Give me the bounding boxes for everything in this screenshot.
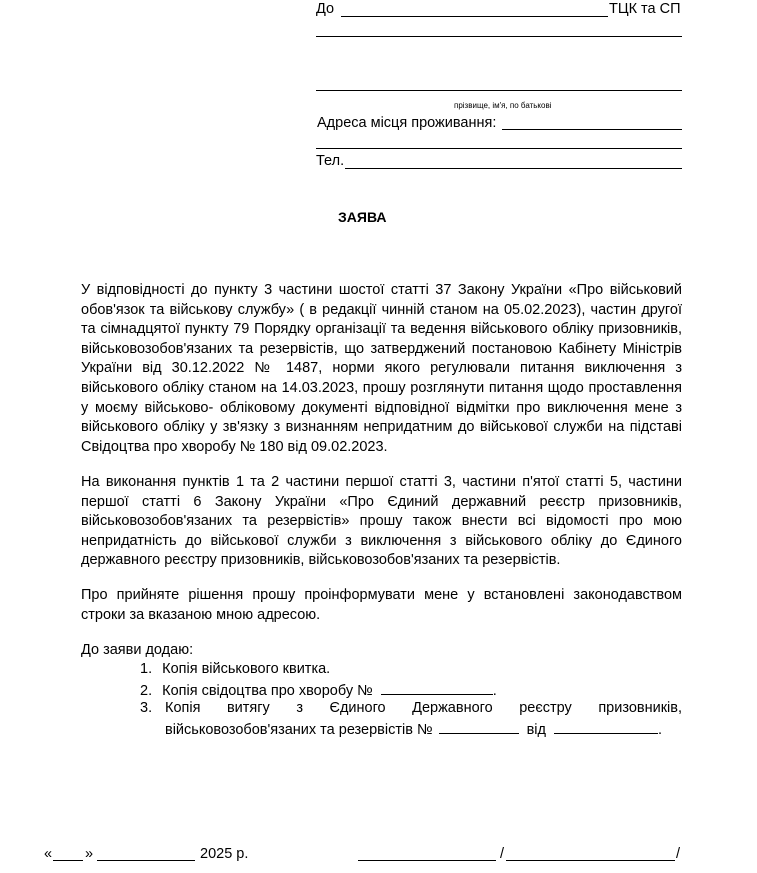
illness-certificate-number-field[interactable] xyxy=(381,680,493,695)
attachment-text-3-line1: Копія витягу з Єдиного Державного реєстру призовників, xyxy=(165,700,682,716)
name-line-2[interactable] xyxy=(316,90,682,91)
registry-extract-number-field[interactable] xyxy=(439,719,519,734)
paragraph-1: У відповідності до пункту 3 частини шостої статті 37 Закону України «Про військовий обов'язок та військову службу» ( в редакції чинній станом на 05.02.2023), частин другої та сімнадцятої пункту 79 Порядку організації та ведення військового обліку призовників, військовозобов'язаних та резервістів, що затверджений постановою Кабінету Міністрів України від 30.12.2022 № 1487, норми якого регулювали питання виключення з військового обліку станом на 14.03.2023, прошу розглянути питання щодо проставлення у моєму військово- обліковому документі відповідної відмітки про виключення мене з військового обліку у зв'язку з визнанням непридатним до військової служби на підставі Свідоцтва про хворобу № 180 від 09.02.2023. xyxy=(81,282,682,455)
attachment-num-1: 1. xyxy=(140,661,153,677)
attachment-text-3-line2b: від xyxy=(526,722,546,738)
attachment-text-2: Копія свідоцтва про хворобу № xyxy=(162,683,373,699)
tck-name-line[interactable] xyxy=(341,16,608,17)
attachment-num-3: 3. xyxy=(140,700,153,716)
phone-label: Тел. xyxy=(316,153,345,169)
date-open-quote: « xyxy=(44,846,53,862)
attachment-item-1 xyxy=(140,661,330,677)
address-label: Адреса місця проживання: xyxy=(317,115,497,131)
attachment-text-1: Копія військового квитка. xyxy=(162,661,331,677)
registry-extract-date-field[interactable] xyxy=(554,719,658,734)
name-caption: прізвище, ім'я, по батькові xyxy=(454,101,552,110)
attachment-num-3-wrap xyxy=(140,700,152,716)
document-title: ЗАЯВА xyxy=(338,209,387,225)
signature-slash-right: / xyxy=(676,846,681,862)
to-prefix: До xyxy=(316,1,335,17)
signature-field[interactable] xyxy=(358,860,496,861)
name-line-1[interactable] xyxy=(316,36,682,37)
attachment-item-3-line2: військовозобов'язаних та резервістів № від . xyxy=(165,719,662,738)
month-field[interactable] xyxy=(97,860,195,861)
paragraph-3: Про прийняте рішення прошу проінформувати мене у встановлені законодавством строки за вказаною мною адресою. xyxy=(81,587,682,623)
year-label: 2025 р. xyxy=(200,846,249,862)
date-close-quote: » xyxy=(85,846,94,862)
paragraph-2: На виконання пунктів 1 та 2 частини першої статті 3, частини п'ятої статті 5, частини першої статті 6 Закону України «Про Єдиний державний реєстр призовників, військовозобов'язаних та резервістів» прошу також внести всі відомості про мою непридатність до військової служби з виключення з військового обліку до Єдиного державного реєстру призовників, військовозобов'язаних та резервістів. xyxy=(81,474,682,569)
full-name-field[interactable] xyxy=(506,860,675,861)
attachment-item-2: 2. Копія свідоцтва про хворобу № . xyxy=(140,680,497,699)
to-suffix: ТЦК та СП xyxy=(609,1,681,17)
phone-line[interactable] xyxy=(345,168,682,169)
attachment-num-2: 2. xyxy=(140,683,153,699)
signature-slash-left: / xyxy=(500,846,505,862)
attachments-heading: До заяви додаю: xyxy=(81,642,194,658)
attachment-text-3-line2a: військовозобов'язаних та резервістів № xyxy=(165,722,433,738)
day-field[interactable] xyxy=(53,860,83,861)
address-line-2[interactable] xyxy=(316,148,682,149)
address-line-1[interactable] xyxy=(502,129,682,130)
